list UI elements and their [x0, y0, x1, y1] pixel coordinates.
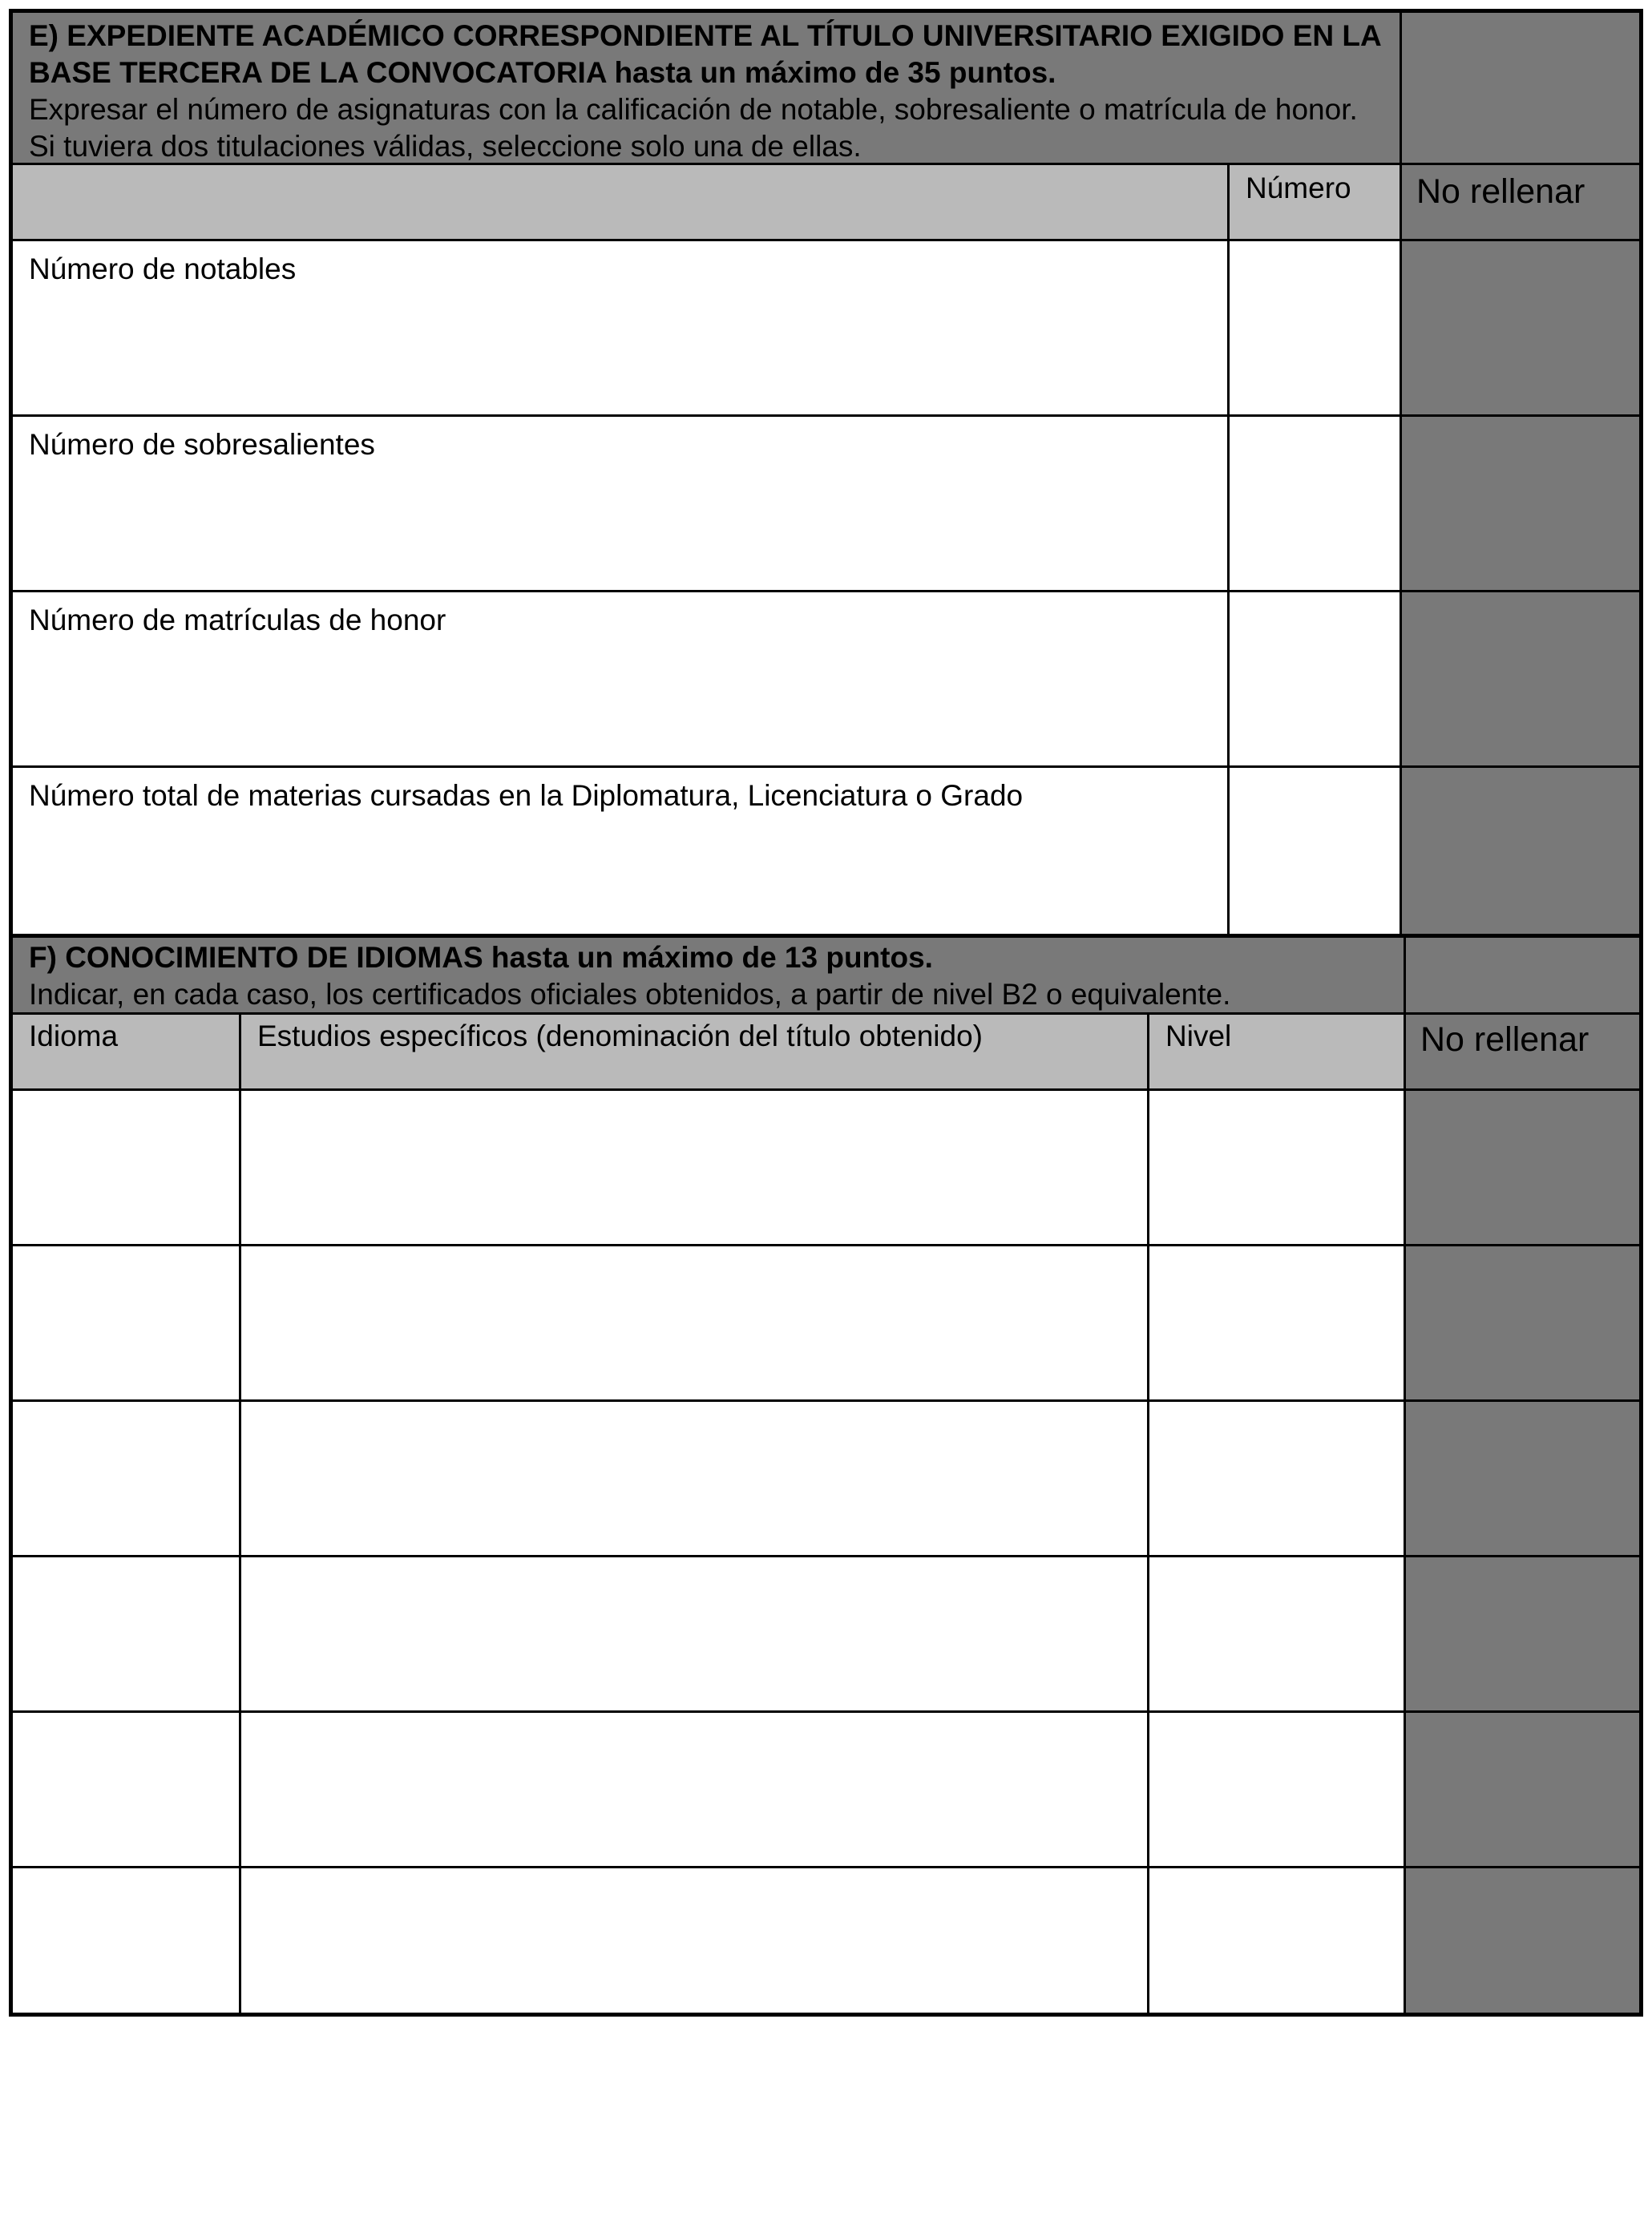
- no-rellenar-cell: [1400, 590, 1639, 765]
- estudios-input[interactable]: [249, 1254, 1139, 1391]
- no-rellenar-cell: [1404, 1710, 1639, 1866]
- no-rellenar-label: No rellenar: [1420, 1020, 1589, 1059]
- section-e-header-blank: [13, 163, 1227, 239]
- no-rellenar-cell: [1404, 1866, 1639, 2013]
- estudios-cell[interactable]: [239, 1555, 1147, 1710]
- section-f-header-no-rellenar: [1404, 1012, 1639, 1088]
- idioma-input[interactable]: [21, 1565, 231, 1702]
- section-e-title-cell: [13, 13, 1400, 163]
- no-rellenar-cell: [1400, 239, 1639, 414]
- idioma-header: [13, 1012, 239, 1088]
- row-label-cell: [13, 590, 1227, 765]
- estudios-cell[interactable]: [239, 1710, 1147, 1866]
- section-f-title-cell: [13, 938, 1404, 1012]
- matriculas-honor-input-cell[interactable]: [1227, 590, 1400, 765]
- sobresalientes-input-cell[interactable]: [1227, 414, 1400, 590]
- nivel-input[interactable]: [1157, 1876, 1396, 2005]
- no-rellenar-cell: [1404, 1244, 1639, 1399]
- numero-header-label: Número: [1246, 172, 1351, 204]
- nivel-cell[interactable]: [1147, 1866, 1404, 2013]
- row-label-cell: [13, 414, 1227, 590]
- matriculas-honor-input[interactable]: [1238, 600, 1391, 757]
- estudios-input[interactable]: [249, 1721, 1139, 1858]
- estudios-cell[interactable]: [239, 1244, 1147, 1399]
- row-label-cell: [13, 239, 1227, 414]
- matriculas-honor-label: Número de matrículas de honor: [29, 604, 446, 636]
- nivel-header-label: Nivel: [1165, 1020, 1232, 1052]
- nivel-input[interactable]: [1157, 1254, 1396, 1391]
- notables-input[interactable]: [1238, 249, 1391, 406]
- idioma-cell[interactable]: [13, 1244, 239, 1399]
- estudios-input[interactable]: [249, 1876, 1139, 2005]
- section-e-header-no-rellenar: [1400, 163, 1639, 239]
- idioma-cell[interactable]: [13, 1866, 239, 2013]
- estudios-cell[interactable]: [239, 1088, 1147, 1244]
- nivel-cell[interactable]: [1147, 1555, 1404, 1710]
- total-materias-input-cell[interactable]: [1227, 765, 1400, 935]
- estudios-input[interactable]: [249, 1099, 1139, 1236]
- estudios-cell[interactable]: [239, 1399, 1147, 1555]
- nivel-header: [1147, 1012, 1404, 1088]
- idioma-cell[interactable]: [13, 1088, 239, 1244]
- total-materias-label: Número total de materias cursadas en la Diplomatura, Licenciatura o Grado: [29, 779, 1024, 812]
- nivel-cell[interactable]: [1147, 1088, 1404, 1244]
- idioma-input[interactable]: [21, 1099, 231, 1236]
- no-rellenar-cell: [1404, 1399, 1639, 1555]
- no-rellenar-cell: [1400, 414, 1639, 590]
- idioma-input[interactable]: [21, 1876, 231, 2005]
- section-f-title-side-cell: [1404, 938, 1639, 1012]
- no-rellenar-cell: [1404, 1555, 1639, 1710]
- section-e-title-side-cell: [1400, 13, 1639, 163]
- idioma-cell[interactable]: [13, 1399, 239, 1555]
- section-e-academic-record: [9, 9, 1643, 939]
- nivel-cell[interactable]: [1147, 1244, 1404, 1399]
- nivel-input[interactable]: [1157, 1410, 1396, 1547]
- estudios-input[interactable]: [249, 1410, 1139, 1547]
- idioma-input[interactable]: [21, 1410, 231, 1547]
- section-e-description: Expresar el número de asignaturas con la calificación de notable, sobresaliente o matrícula de honor. Si tuviera dos titulaciones válidas, seleccione solo una de ellas.: [29, 93, 1358, 163]
- nivel-cell[interactable]: [1147, 1710, 1404, 1866]
- nivel-cell[interactable]: [1147, 1399, 1404, 1555]
- estudios-header: [239, 1012, 1147, 1088]
- no-rellenar-label: No rellenar: [1416, 172, 1585, 211]
- section-e-title: E) EXPEDIENTE ACADÉMICO CORRESPONDIENTE AL TÍTULO UNIVERSITARIO EXIGIDO EN LA BASE TERCERA DE LA CONVOCATORIA hasta un máximo de 35 puntos.: [29, 19, 1381, 89]
- notables-label: Número de notables: [29, 252, 297, 285]
- no-rellenar-cell: [1404, 1088, 1639, 1244]
- nivel-input[interactable]: [1157, 1099, 1396, 1236]
- estudios-header-label: Estudios específicos (denominación del título obtenido): [257, 1020, 983, 1052]
- sobresalientes-input[interactable]: [1238, 425, 1391, 582]
- total-materias-input[interactable]: [1238, 776, 1391, 927]
- section-f-title: F) CONOCIMIENTO DE IDIOMAS hasta un máximo de 13 puntos.: [29, 941, 933, 974]
- idioma-input[interactable]: [21, 1254, 231, 1391]
- no-rellenar-cell: [1400, 765, 1639, 935]
- idioma-cell[interactable]: [13, 1710, 239, 1866]
- section-f-description: Indicar, en cada caso, los certificados oficiales obtenidos, a partir de nivel B2 o equivalente.: [29, 978, 1231, 1011]
- row-label-cell: [13, 765, 1227, 935]
- idioma-input[interactable]: [21, 1721, 231, 1858]
- sobresalientes-label: Número de sobresalientes: [29, 428, 375, 461]
- estudios-cell[interactable]: [239, 1866, 1147, 2013]
- nivel-input[interactable]: [1157, 1565, 1396, 1702]
- nivel-input[interactable]: [1157, 1721, 1396, 1858]
- section-e-header-numero: [1227, 163, 1400, 239]
- idioma-header-label: Idioma: [29, 1020, 119, 1052]
- section-f-languages: [9, 934, 1643, 2017]
- notables-input-cell[interactable]: [1227, 239, 1400, 414]
- estudios-input[interactable]: [249, 1565, 1139, 1702]
- idioma-cell[interactable]: [13, 1555, 239, 1710]
